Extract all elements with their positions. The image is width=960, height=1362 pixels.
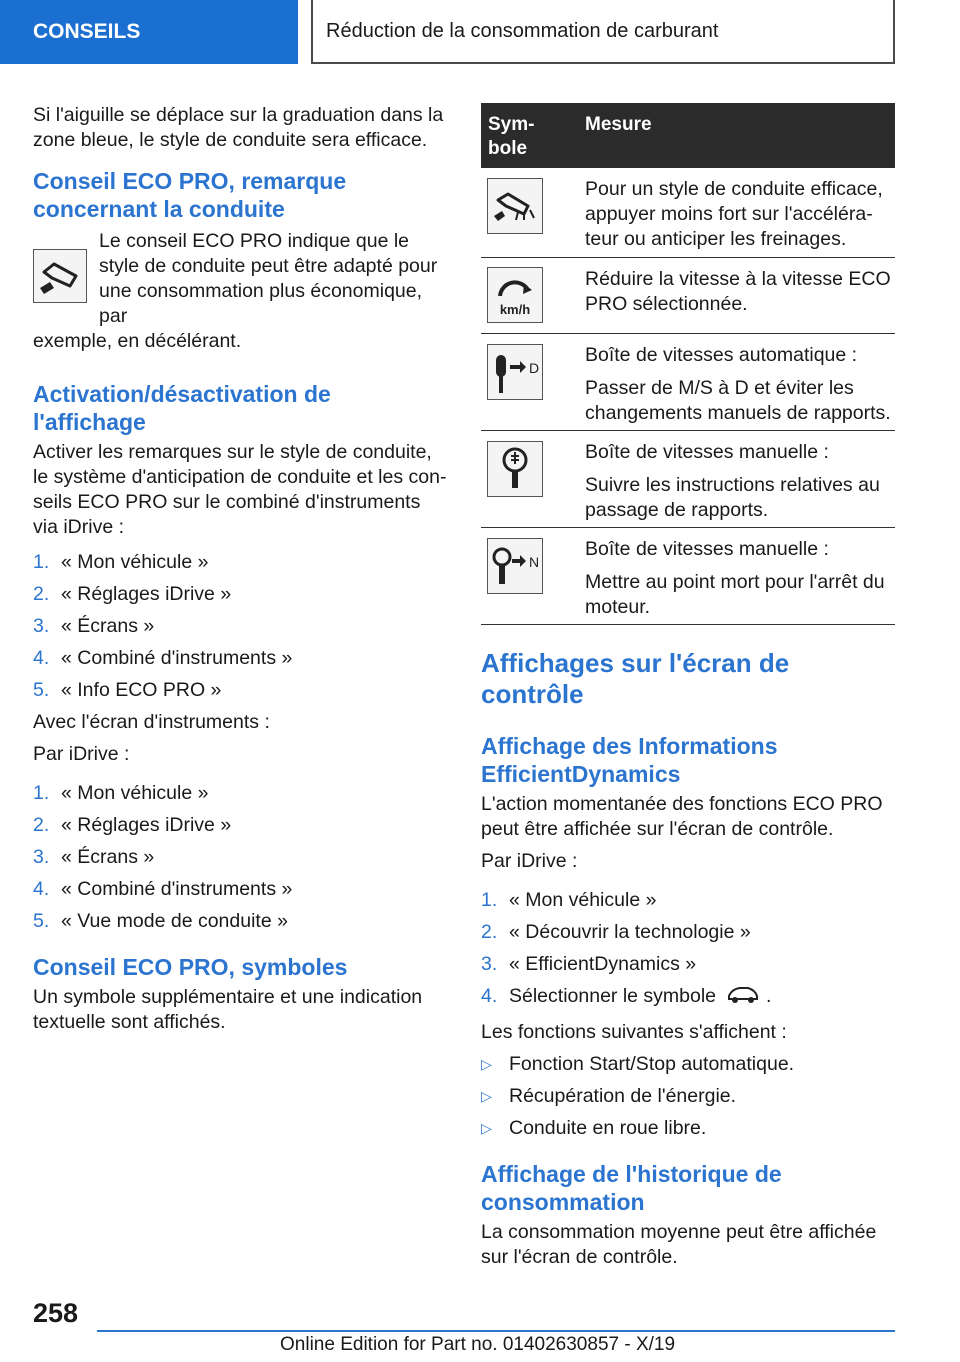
- list-item: [33, 678, 448, 703]
- section-label: CONSEILS: [33, 20, 141, 43]
- list-number: 5.: [33, 910, 50, 932]
- list-item: [33, 909, 448, 934]
- page-header-title: [311, 0, 895, 64]
- row-text-detail: Mettre au point mort pour l'arrêt du moteur.: [585, 571, 885, 618]
- header-title-text: Réduction de la consommation de carburant: [326, 19, 719, 42]
- right-column: [481, 648, 896, 1270]
- par-idrive-text: Par iDrive :: [481, 850, 578, 872]
- list-text-end: .: [766, 985, 772, 1007]
- left-column: [33, 103, 448, 1035]
- list-text: « Mon véhicule »: [61, 551, 209, 573]
- column-header-mesure: Mesure: [585, 114, 652, 135]
- activation-text: Activer les remarques sur le style de conduite, le système d'anticipation de conduite et les conseils ECO PRO sur le combiné d'instruments via iDrive :: [33, 441, 447, 538]
- list-text: « Écrans »: [61, 846, 155, 868]
- column-header-symbole: Symbole: [488, 114, 535, 159]
- symbol-table: [481, 103, 895, 625]
- page-number: 258: [33, 1298, 79, 1328]
- list-number: 3.: [33, 846, 50, 868]
- list-text: « Découvrir la technologie »: [509, 921, 751, 943]
- list-item: [481, 984, 896, 1013]
- list-text: « Vue mode de conduite »: [61, 910, 288, 932]
- svg-text:N: N: [528, 554, 540, 570]
- footer-edition: Online Edition for Part no. 01402630857 - X/19: [280, 1334, 676, 1355]
- list-number: 1.: [33, 782, 50, 804]
- gear-shift-manual-icon: [487, 441, 543, 497]
- intro-paragraph: Si l'aiguille se déplace sur la graduation dans la zone bleue, le style de conduite sera efficace.: [33, 104, 444, 151]
- table-header: [481, 103, 895, 168]
- list-item: [33, 646, 448, 671]
- table-row: [481, 168, 895, 258]
- svg-text:D: D: [528, 360, 540, 376]
- triangle-bullet-icon: ▷: [481, 1120, 492, 1136]
- list-number: 4.: [33, 878, 50, 900]
- triangle-bullet-icon: ▷: [481, 1056, 492, 1072]
- table-row: [481, 528, 895, 625]
- section-tab[interactable]: [0, 0, 298, 64]
- heading-conseil-remarque: Conseil ECO PRO, remarque concernant la conduite: [33, 168, 347, 222]
- list-text: Sélectionner le symbole: [509, 985, 717, 1007]
- table-row: [481, 258, 895, 334]
- list-number: 4.: [33, 647, 50, 669]
- triangle-bullet-icon: ▷: [481, 1088, 492, 1104]
- info-text: L'action momentanée des fonctions ECO PRO peut être affichée sur l'écran de contrôle.: [481, 793, 883, 840]
- table-row: [481, 334, 895, 431]
- list-text: « EfficientDynamics »: [509, 953, 697, 975]
- list-item: [33, 877, 448, 902]
- list-text: « Écrans »: [61, 615, 155, 637]
- list-item: [33, 582, 448, 607]
- list-number: 2.: [33, 583, 50, 605]
- list-item: [481, 1084, 896, 1109]
- conseil-text: Le conseil ECO PRO indique que le style de conduite peut être adapté pour une consommation plus économique, par: [99, 230, 438, 327]
- functions-bullet-list: [481, 1052, 896, 1141]
- idrive-steps-list: [33, 781, 448, 934]
- list-number: 5.: [33, 679, 50, 701]
- heading-activation: Activation/désactivation de l'affichage: [33, 381, 331, 435]
- list-item: [481, 1052, 896, 1077]
- table-row: [481, 431, 895, 528]
- list-number: 1.: [481, 889, 498, 911]
- list-text: « Mon véhicule »: [61, 782, 209, 804]
- row-text: Boîte de vitesses automatique :: [585, 344, 858, 366]
- list-item: [481, 920, 896, 945]
- list-text: « Info ECO PRO »: [61, 679, 222, 701]
- list-text: « Réglages iDrive »: [61, 814, 232, 836]
- pedal-foot-icon: [487, 178, 543, 234]
- row-text: Boîte de vitesses manuelle :: [585, 538, 829, 560]
- svg-text:km/h: km/h: [499, 302, 531, 317]
- list-text: « Réglages iDrive »: [61, 583, 232, 605]
- heading-informations-efficientdynamics: Affichage des Informations EfficientDynamics: [481, 733, 778, 787]
- list-number: 1.: [33, 551, 50, 573]
- efficientdynamics-steps-list: [481, 888, 896, 1013]
- historique-text: La consommation moyenne peut être affichée sur l'écran de contrôle.: [481, 1221, 877, 1268]
- par-idrive-text: Par iDrive :: [33, 743, 130, 765]
- suivantes-text: Les fonctions suivantes s'affichent :: [481, 1021, 787, 1043]
- list-text: « Combiné d'instruments »: [61, 878, 293, 900]
- list-number: 2.: [33, 814, 50, 836]
- row-text-detail: Suivre les instructions relatives au passage de rapports.: [585, 474, 880, 521]
- symboles-text: Un symbole supplémentaire et une indication textuelle sont affichés.: [33, 986, 423, 1033]
- list-item: [481, 888, 896, 913]
- list-text: Fonction Start/Stop automatique.: [509, 1053, 795, 1075]
- list-item: [481, 952, 896, 977]
- list-text: « Combiné d'instruments »: [61, 647, 293, 669]
- list-item: [33, 614, 448, 639]
- conseil-text-end: exemple, en décélérant.: [33, 330, 242, 352]
- list-text: Récupération de l'énergie.: [509, 1085, 737, 1107]
- heading-affichages: Affichages sur l'écran de contrôle: [481, 648, 790, 709]
- list-number: 2.: [481, 921, 498, 943]
- list-text: « Mon véhicule »: [509, 889, 657, 911]
- list-item: [33, 813, 448, 838]
- speed-kmh-icon: [487, 267, 543, 323]
- avec-ecran-text: Avec l'écran d'instruments :: [33, 711, 270, 733]
- list-item: [33, 550, 448, 575]
- activation-steps-list: [33, 550, 448, 703]
- efficientdynamics-car-icon: [726, 984, 766, 1013]
- list-text: Conduite en roue libre.: [509, 1117, 707, 1139]
- row-text: Pour un style de conduite efficace, appuyer moins fort sur l'accélérateur ou anticiper les freinages.: [585, 178, 883, 250]
- gear-shift-n-icon: [487, 538, 543, 594]
- list-item: [481, 1116, 896, 1141]
- gear-shift-d-icon: [487, 344, 543, 400]
- list-item: [33, 781, 448, 806]
- row-text-detail: Passer de M/S à D et éviter les changements manuels de rapports.: [585, 377, 891, 424]
- eco-pro-tip-icon: [33, 249, 87, 303]
- heading-historique: Affichage de l'historique de consommation: [481, 1161, 782, 1215]
- list-item: [33, 845, 448, 870]
- row-text: Boîte de vitesses manuelle :: [585, 441, 829, 463]
- list-number: 3.: [481, 953, 498, 975]
- footer-divider: [97, 1330, 895, 1332]
- row-text: Réduire la vitesse à la vitesse ECO PRO sélectionnée.: [585, 268, 891, 315]
- heading-symboles: Conseil ECO PRO, symboles: [33, 954, 348, 980]
- list-number: 3.: [33, 615, 50, 637]
- list-number: 4.: [481, 985, 498, 1007]
